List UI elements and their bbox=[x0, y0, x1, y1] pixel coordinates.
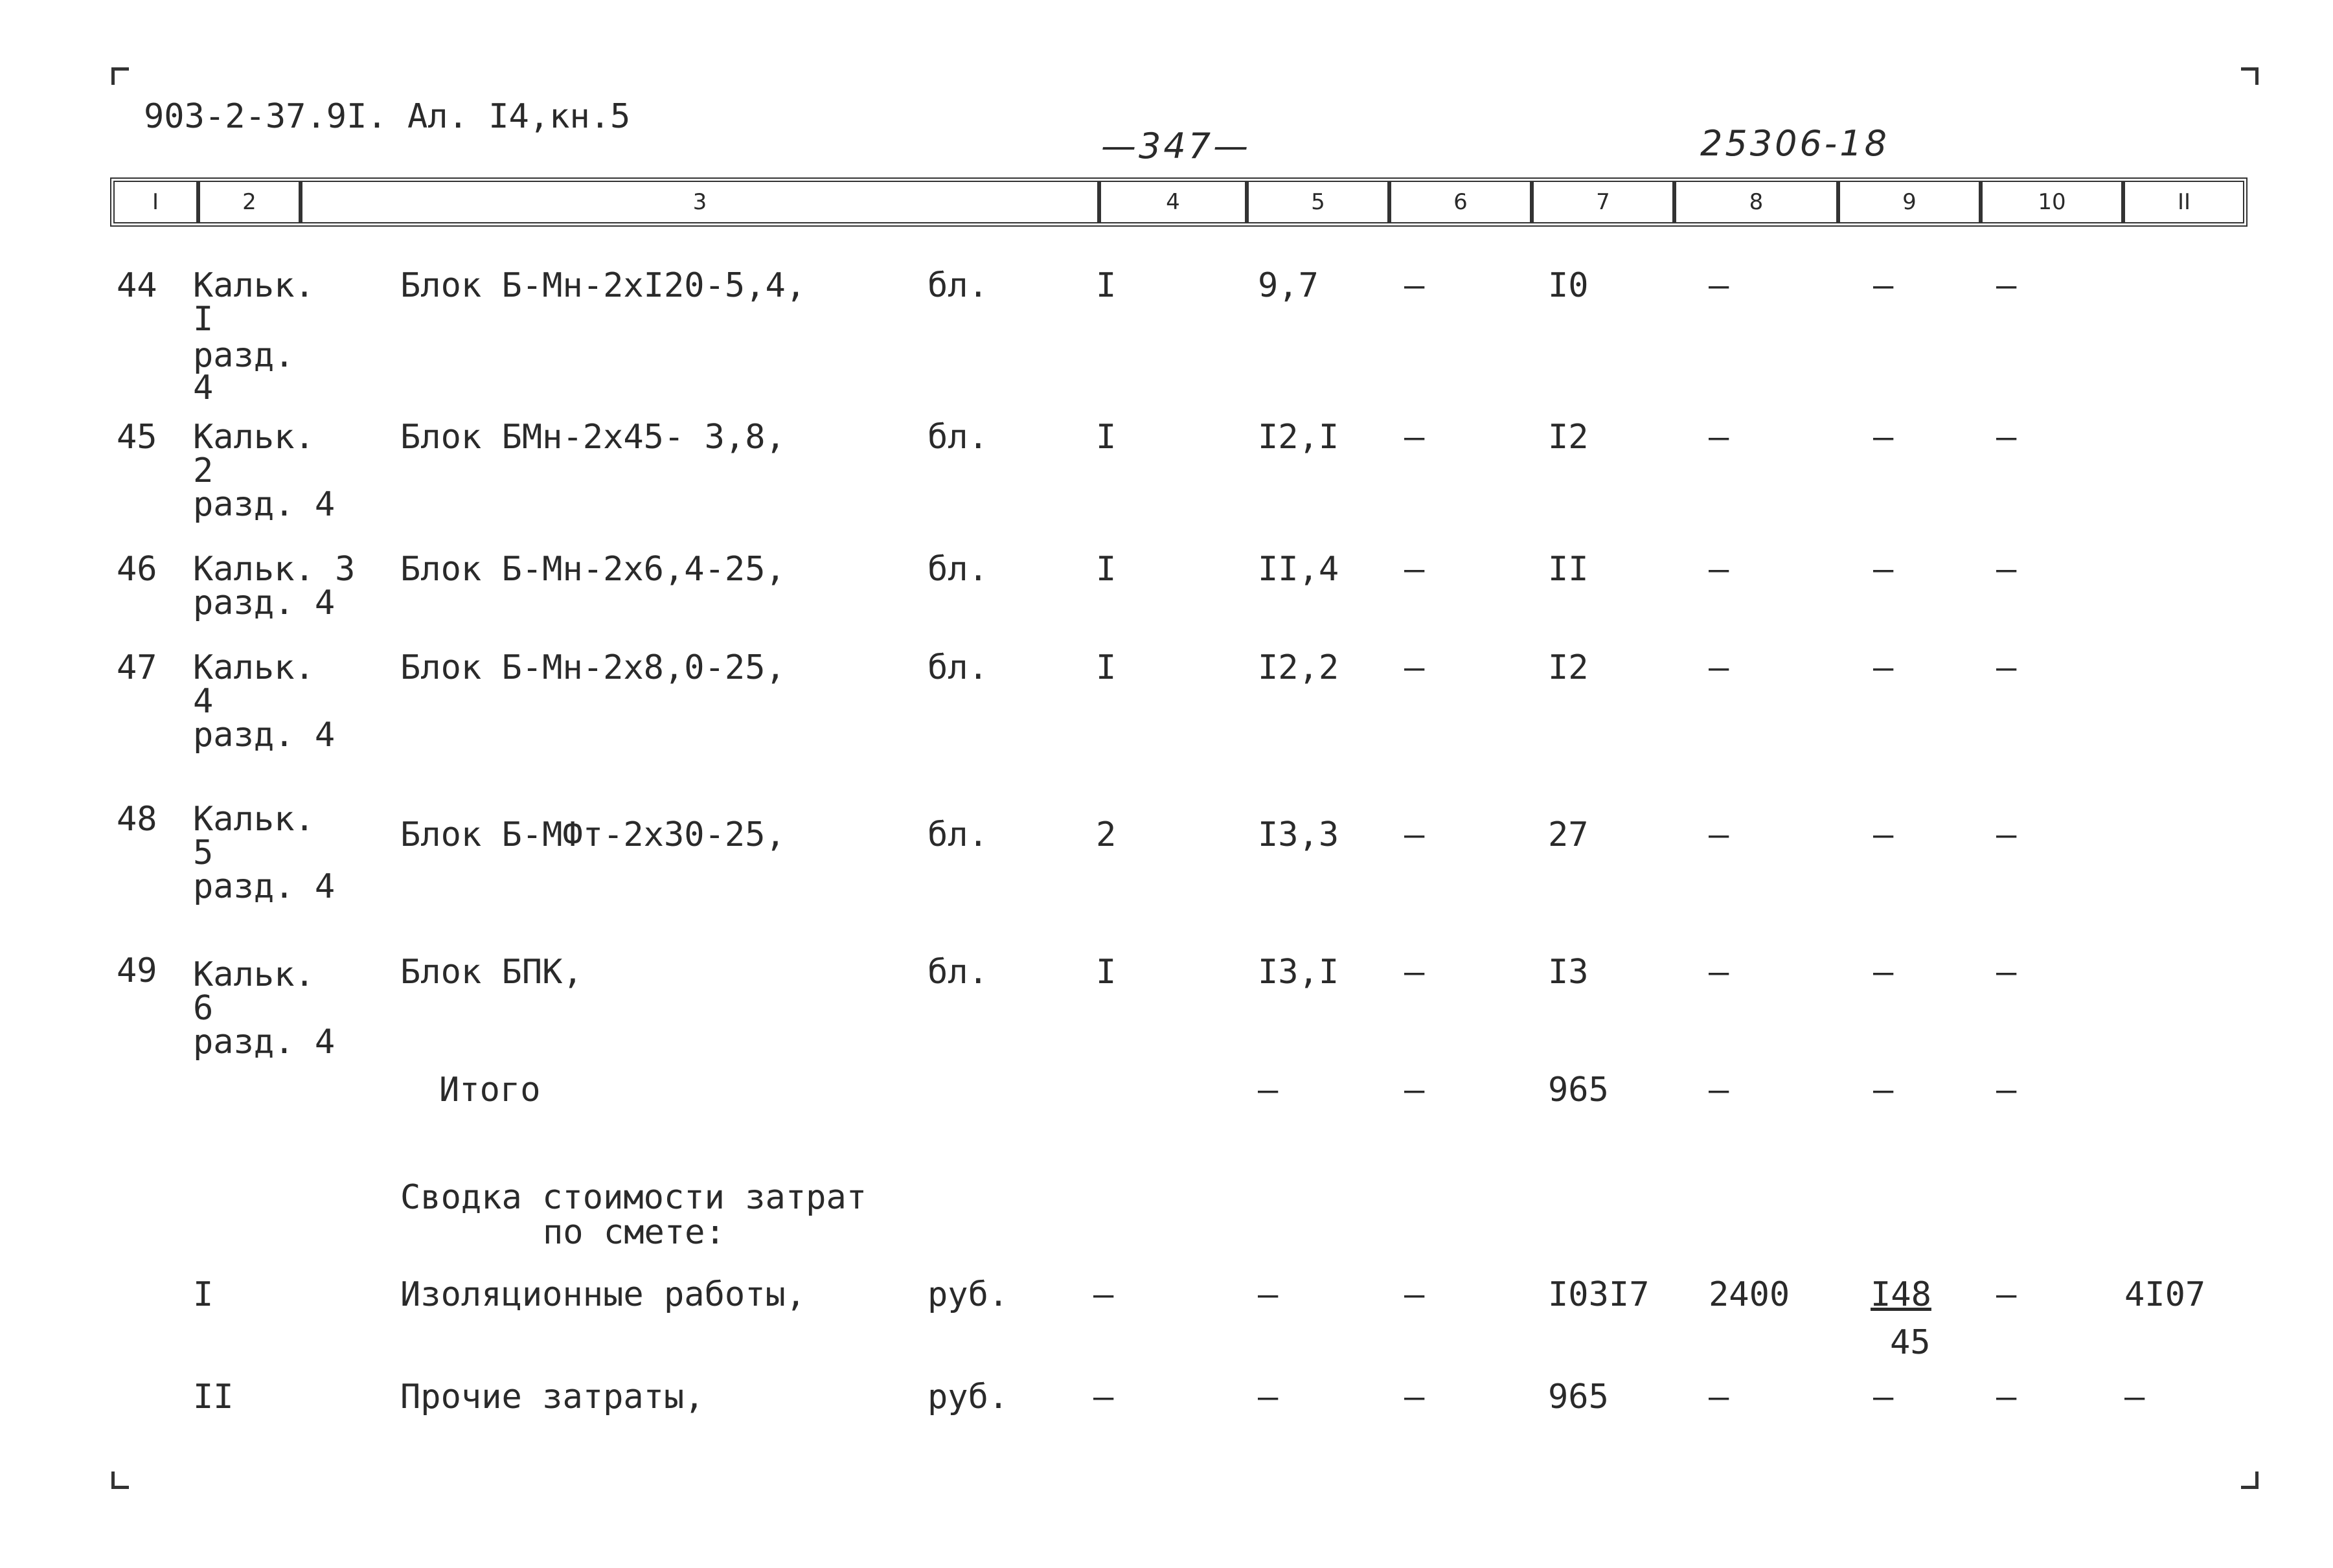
unit: бл. bbox=[928, 648, 988, 687]
col8-value: – bbox=[1709, 418, 1729, 457]
summary-heading: Сводка стоимости затрат bbox=[400, 1178, 867, 1217]
row-number: 44 bbox=[117, 266, 157, 305]
unit: бл. bbox=[928, 815, 988, 854]
unit-cost: I2,I bbox=[1258, 418, 1339, 457]
col6-value: – bbox=[1404, 815, 1425, 854]
total-cost: I0 bbox=[1548, 266, 1589, 305]
col10-value: – bbox=[1996, 953, 2017, 992]
basis-line: разд. 4 bbox=[193, 1023, 336, 1062]
col6-value: – bbox=[1404, 418, 1425, 457]
quantity: 2 bbox=[1096, 815, 1117, 854]
quantity: I bbox=[1096, 550, 1117, 589]
page-number: —347— bbox=[1101, 126, 1251, 166]
item-name: Блок Б-Мн-2х6,4-25, bbox=[400, 550, 786, 589]
basis-line: разд. 4 bbox=[193, 867, 336, 906]
basis-line: 4 bbox=[193, 369, 214, 407]
col10-value: – bbox=[1996, 550, 2017, 589]
total-col6: – bbox=[1404, 1071, 1425, 1109]
col9-value: – bbox=[1873, 550, 1894, 589]
col6-value: – bbox=[1404, 266, 1425, 305]
quantity: I bbox=[1096, 418, 1117, 457]
quantity: I bbox=[1096, 266, 1117, 305]
unit-cost: I3,I bbox=[1258, 953, 1339, 992]
summary-col9: I48 bbox=[1871, 1275, 1931, 1314]
unit-cost: II,4 bbox=[1258, 550, 1339, 589]
col10-value: – bbox=[1996, 815, 2017, 854]
col6-value: – bbox=[1404, 550, 1425, 589]
column-number: 10 bbox=[1983, 182, 2125, 222]
unit-cost: I2,2 bbox=[1258, 648, 1339, 687]
item-name: Блок БПК, bbox=[400, 953, 583, 992]
total-cost: 27 bbox=[1548, 815, 1589, 854]
summary-heading-line2: по смете: bbox=[543, 1213, 725, 1252]
summary-col6: – bbox=[1404, 1378, 1425, 1416]
total-cost: 965 bbox=[1548, 1071, 1609, 1109]
col6-value: – bbox=[1404, 953, 1425, 992]
col8-value: – bbox=[1709, 266, 1729, 305]
summary-col5: – bbox=[1258, 1275, 1279, 1314]
basis-line: I bbox=[193, 300, 214, 339]
item-name: Блок Б-Мн-2хI20-5,4, bbox=[400, 266, 806, 305]
basis-line: 6 bbox=[193, 989, 214, 1028]
basis-line: Кальк. bbox=[193, 955, 315, 994]
unit: бл. bbox=[928, 266, 988, 305]
basis-line: 4 bbox=[193, 682, 214, 721]
basis-line: Кальк. bbox=[193, 418, 315, 457]
row-number: 48 bbox=[117, 800, 157, 839]
summary-number: II bbox=[193, 1378, 234, 1416]
col8-value: – bbox=[1709, 648, 1729, 687]
summary-name: Прочие затраты, bbox=[400, 1378, 705, 1416]
row-number: 49 bbox=[117, 951, 157, 990]
row-number: 46 bbox=[117, 550, 157, 589]
summary-col9: – bbox=[1873, 1378, 1894, 1416]
column-number: II bbox=[2177, 189, 2191, 215]
total-label: Итого bbox=[439, 1071, 541, 1109]
quantity: I bbox=[1096, 648, 1117, 687]
column-number: 2 bbox=[200, 182, 302, 222]
unit: бл. bbox=[928, 550, 988, 589]
column-number: 9 bbox=[1840, 182, 1983, 222]
column-number: 6 bbox=[1391, 182, 1534, 222]
basis-line: Кальк. bbox=[193, 266, 315, 305]
unit: бл. bbox=[928, 418, 988, 457]
total-col9: – bbox=[1873, 1071, 1894, 1109]
total-cost: I2 bbox=[1548, 418, 1589, 457]
item-name: Блок Б-МФт-2х30-25, bbox=[400, 815, 786, 854]
corner-mark-bottom-right bbox=[2241, 1471, 2259, 1489]
summary-number: I bbox=[193, 1275, 214, 1314]
total-col10: – bbox=[1996, 1071, 2017, 1109]
col10-value: – bbox=[1996, 418, 2017, 457]
summary-col11: – bbox=[2124, 1378, 2145, 1416]
basis-line: Кальк. 3 bbox=[193, 550, 356, 589]
column-number: 3 bbox=[302, 182, 1101, 222]
total-cost: I3 bbox=[1548, 953, 1589, 992]
total-col8: – bbox=[1709, 1071, 1729, 1109]
col9-value: – bbox=[1873, 266, 1894, 305]
column-number: I bbox=[115, 182, 200, 222]
unit-cost: 9,7 bbox=[1258, 266, 1319, 305]
summary-col10: – bbox=[1996, 1378, 2017, 1416]
col8-value: – bbox=[1709, 550, 1729, 589]
column-number: 4 bbox=[1101, 182, 1249, 222]
basis-line: разд. 4 bbox=[193, 716, 336, 755]
item-name: Блок Б-Мн-2х8,0-25, bbox=[400, 648, 786, 687]
summary-col4: – bbox=[1093, 1275, 1114, 1314]
basis-line: Кальк. bbox=[193, 648, 315, 687]
col6-value: – bbox=[1404, 648, 1425, 687]
summary-col7: I03I7 bbox=[1548, 1275, 1650, 1314]
summary-col4: – bbox=[1093, 1378, 1114, 1416]
document-stamp: 25306-18 bbox=[1700, 123, 1889, 164]
basis-line: разд. 4 bbox=[193, 584, 336, 622]
col9-value: – bbox=[1873, 815, 1894, 854]
basis-line: 5 bbox=[193, 834, 214, 872]
summary-col5: – bbox=[1258, 1378, 1279, 1416]
summary-unit: руб. bbox=[928, 1275, 1009, 1314]
col9-value: – bbox=[1873, 648, 1894, 687]
col9-value: – bbox=[1873, 418, 1894, 457]
column-number-header bbox=[110, 177, 2248, 227]
summary-col6: – bbox=[1404, 1275, 1425, 1314]
col10-value: – bbox=[1996, 266, 2017, 305]
unit: бл. bbox=[928, 953, 988, 992]
document-code: 903-2-37.9I. Ал. I4,кн.5 bbox=[144, 97, 631, 136]
row-number: 47 bbox=[117, 648, 157, 687]
summary-col8: 2400 bbox=[1709, 1275, 1790, 1314]
col8-value: – bbox=[1709, 815, 1729, 854]
column-number: 7 bbox=[1534, 182, 1676, 222]
basis-line: 2 bbox=[193, 451, 214, 490]
summary-unit: руб. bbox=[928, 1378, 1009, 1416]
corner-mark-top-right bbox=[2241, 67, 2259, 85]
item-name: Блок БМн-2х45- 3,8, bbox=[400, 418, 786, 457]
col9-value: – bbox=[1873, 953, 1894, 992]
corner-mark-bottom-left bbox=[111, 1471, 129, 1489]
unit-cost: I3,3 bbox=[1258, 815, 1339, 854]
summary-col9-sub: 45 bbox=[1890, 1323, 1931, 1362]
summary-col7: 965 bbox=[1548, 1378, 1609, 1416]
basis-line: разд. bbox=[193, 336, 295, 375]
quantity: I bbox=[1096, 953, 1117, 992]
summary-col10: – bbox=[1996, 1275, 2017, 1314]
row-number: 45 bbox=[117, 418, 157, 457]
basis-line: Кальк. bbox=[193, 800, 315, 839]
total-cost: I2 bbox=[1548, 648, 1589, 687]
column-number: 5 bbox=[1249, 182, 1391, 222]
corner-mark-top-left bbox=[111, 67, 129, 85]
col10-value: – bbox=[1996, 648, 2017, 687]
total-cost: II bbox=[1548, 550, 1589, 589]
summary-col8: – bbox=[1709, 1378, 1729, 1416]
col8-value: – bbox=[1709, 953, 1729, 992]
total-col5: – bbox=[1258, 1071, 1279, 1109]
column-number: 8 bbox=[1676, 182, 1840, 222]
basis-line: разд. 4 bbox=[193, 485, 336, 524]
summary-name: Изоляционные работы, bbox=[400, 1275, 806, 1314]
summary-col11: 4I07 bbox=[2124, 1275, 2206, 1314]
